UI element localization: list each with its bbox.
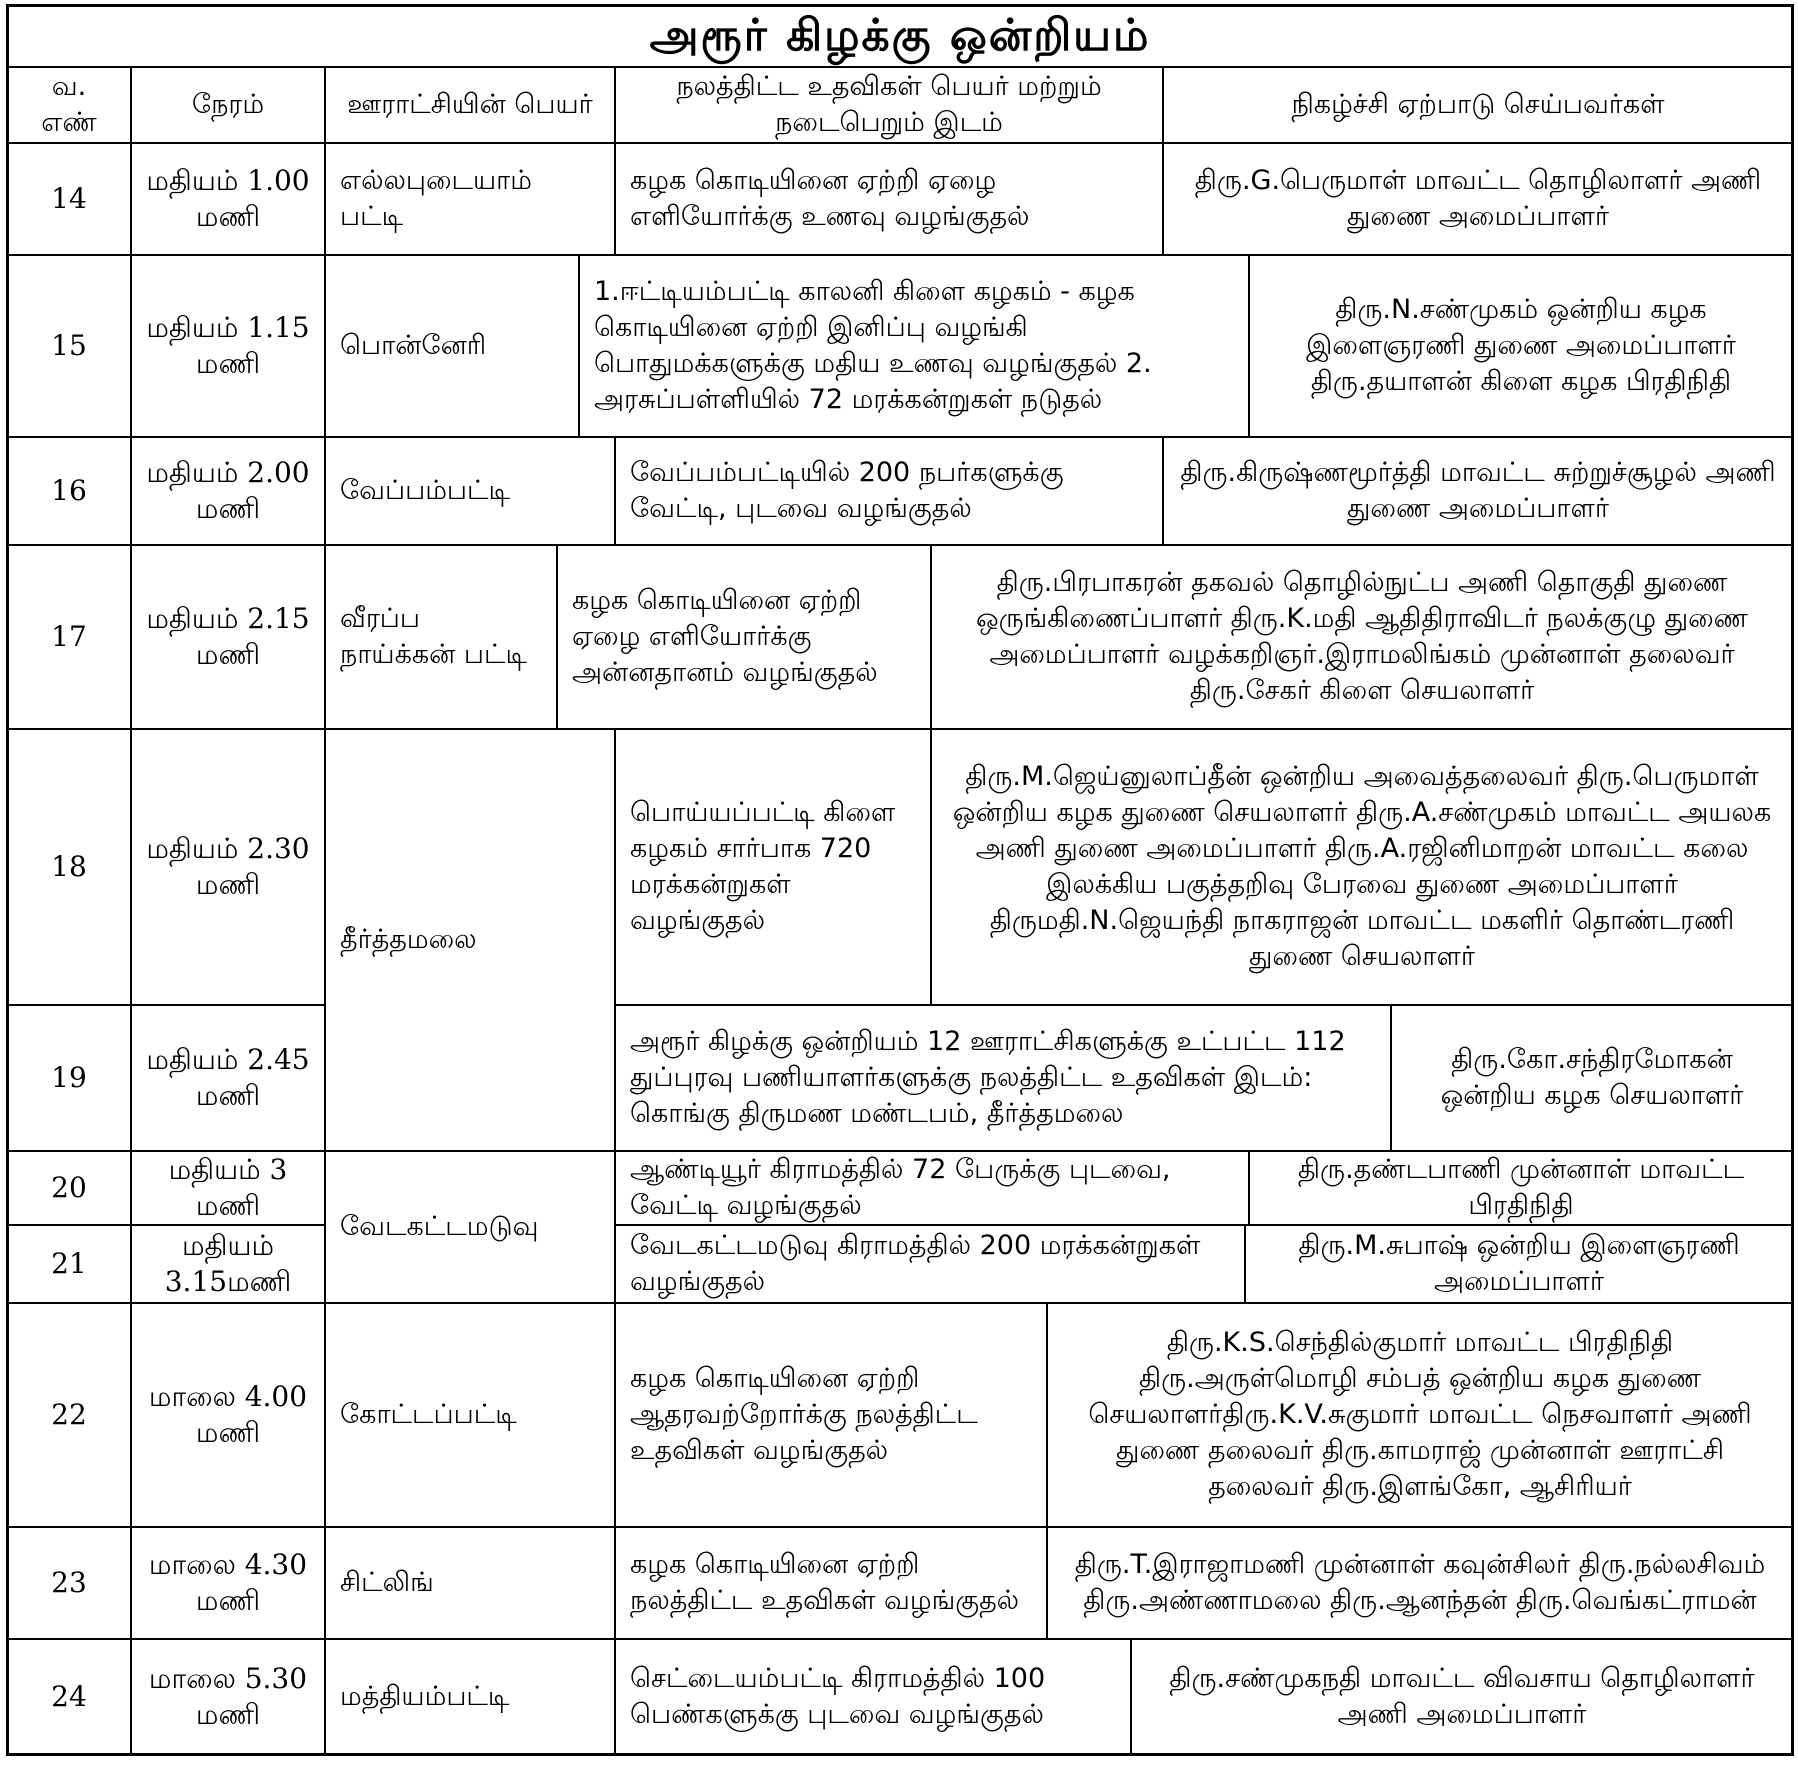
row-14-time-text: மதியம் 1.00 மணி [146,164,310,233]
row-16-time-text: மதியம் 2.00 மணி [146,456,310,525]
row-14-panchayat-text: எல்லபுடையாம் பட்டி [340,165,533,232]
row-16-time [130,436,326,546]
row-14-time [130,142,326,256]
row-24-time [130,1638,326,1756]
row-23-aid-text: கழக கொடியினை ஏற்றி நலத்திட்ட உதவிகள் வழங்குதல் [630,1549,1020,1616]
row-17-organizers [930,544,1794,730]
row-15-time [130,254,326,438]
row-14-no [6,142,132,256]
row-23-time-text: மாலை 4.30 மணி [148,1548,308,1617]
row-17-no [6,544,132,730]
row-15-organizers [1248,254,1794,438]
header-aid-label: நலத்திட்ட உதவிகள் பெயர் மற்றும் நடைபெறும் இடம் [676,71,1102,138]
row-23-no-text: 23 [51,1566,87,1599]
row-23-organizers [1046,1526,1794,1640]
header-panchayat [324,66,616,144]
row-19-no-text: 19 [51,1061,87,1094]
row-18-time-text: மதியம் 2.30 மணி [146,832,310,901]
row-16-organizers [1162,436,1794,546]
row-20-organizers [1248,1150,1794,1226]
header-time-label: நேரம் [191,89,265,120]
row-21-time-text: மதியம் 3.15மணி [164,1229,292,1298]
row-15-aid [578,254,1250,438]
row-18-no [6,728,132,1006]
row-17-organizers-text: திரு.பிரபாகரன் தகவல் தொழில்நுட்ப அணி தொகுதி துணை ஒருங்கிணைப்பாளர் திரு.K.மதி ஆதிதிராவிடர் நலக்குழு துணை அமைப்பாளர் வழக்கறிஞர்.இராமலிங்கம் முன்னாள் தலைவர் திரு.சேகர் கிளை செயலாளர் [975,567,1749,706]
row-21-time [130,1224,326,1304]
row-24-aid-text: செட்டையம்பட்டி கிராமத்தில் 100 பெண்களுக்கு புடவை வழங்குதல் [630,1663,1046,1730]
row-15-no [6,254,132,438]
row-17-time-text: மதியம் 2.15 மணி [146,602,310,671]
row-22-panchayat [324,1302,616,1528]
row-21-no [6,1224,132,1304]
row-18-organizers [930,728,1794,1006]
row-15-panchayat-text: பொன்னேரி [340,330,487,361]
row-19-aid-text: அரூர் கிழக்கு ஒன்றியம் 12 ஊராட்சிகளுக்கு உட்பட்ட 112 துப்புரவு பணியாளர்களுக்கு நலத்திட்ட உதவிகள் இடம்: கொங்கு திருமண மண்டபம், தீர்த்தமலை [630,1026,1346,1129]
row-22-time-text: மாலை 4.00 மணி [148,1380,308,1449]
row-23-time [130,1526,326,1640]
row-20-panchayat-text: வேடகட்டமடுவு [340,1211,539,1242]
header-aid [614,66,1164,144]
row-15-panchayat [324,254,580,438]
row-21-aid [614,1224,1246,1304]
row-20-time-text: மதியம் 3 மணி [168,1153,288,1222]
row-15-time-text: மதியம் 1.15 மணி [146,311,310,380]
row-17-aid-text: கழக கொடியினை ஏற்றி ஏழை எளியோர்க்கு அன்னதானம் வழங்குதல் [572,585,878,688]
row-17-no-text: 17 [51,620,87,653]
row-17-panchayat-text: வீரப்ப நாய்க்கன் பட்டி [340,603,527,670]
row-22-panchayat-text: கோட்டப்பட்டி [340,1399,517,1430]
row-24-panchayat-text: மத்தியம்பட்டி [340,1681,510,1712]
row-20-time [130,1150,326,1226]
header-sno [6,66,132,144]
row-24-no [6,1638,132,1756]
row-14-aid-text: கழக கொடியினை ஏற்றி ஏழை எளியோர்க்கு உணவு வழங்குதல் [630,165,1030,232]
row-22-time [130,1302,326,1528]
row-16-panchayat-text: வேப்பம்பட்டி [340,475,510,506]
row-20-panchayat [324,1150,616,1304]
row-19-organizers [1390,1004,1794,1152]
row-18-aid-text: பொய்யப்பட்டி கிளை கழகம் சார்பாக 720 மரக்கன்றுகள் வழங்குதல் [630,797,896,936]
row-17-aid [556,544,932,730]
row-22-organizers [1046,1302,1794,1528]
page-title [6,4,1794,68]
header-time [130,66,326,144]
row-21-no-text: 21 [51,1247,87,1280]
row-16-no [6,436,132,546]
row-21-organizers [1244,1224,1794,1304]
row-15-aid-text: 1.ஈட்டியம்பட்டி காலனி கிளை கழகம் - கழக கொடியினை ஏற்றி இனிப்பு வழங்கி பொதுமக்களுக்கு மதிய உணவு வழங்குதல் 2. அரசுப்பள்ளியில் 72 மரக்கன்றுகள் நடுதல் [594,276,1152,415]
row-16-aid [614,436,1164,546]
row-16-aid-text: வேப்பம்பட்டியில் 200 நபர்களுக்கு வேட்டி, புடவை வழங்குதல் [630,457,1064,524]
row-22-no-text: 22 [51,1398,87,1431]
row-24-organizers-text: திரு.சண்முகநதி மாவட்ட விவசாய தொழிலாளர் அணி அமைப்பாளர் [1169,1663,1755,1730]
row-16-organizers-text: திரு.கிருஷ்ணமூர்த்தி மாவட்ட சுற்றுச்சூழல் அணி துணை அமைப்பாளர் [1180,457,1776,524]
row-23-organizers-text: திரு.T.இராஜாமணி முன்னாள் கவுன்சிலர் திரு.நல்லசிவம் திரு.அண்ணாமலை திரு.ஆனந்தன் திரு.வெங்கட்ராமன் [1074,1549,1766,1616]
row-20-aid-text: ஆண்டியூர் கிராமத்தில் 72 பேருக்கு புடவை, வேட்டி வழங்குதல் [630,1154,1171,1221]
row-24-no-text: 24 [51,1680,87,1713]
row-20-organizers-text: திரு.தண்டபாணி முன்னாள் மாவட்ட பிரதிநிதி [1297,1154,1745,1221]
row-18-organizers-text: திரு.M.ஜெய்னுலாப்தீன் ஒன்றிய அவைத்தலைவர் திரு.பெருமாள் ஒன்றிய கழக துணை செயலாளர் திரு.A.சண்முகம் மாவட்ட அயலக அணி துணை அமைப்பாளர் திரு.A.ரஜினிமாறன் மாவட்ட கலை இலக்கிய பகுத்தறிவு பேரவை துணை அமைப்பாளர் திருமதி.N.ஜெயந்தி நாகராஜன் மாவட்ட மகளிர் தொண்டரணி துணை செயலாளர் [952,761,1772,972]
row-14-organizers [1162,142,1794,256]
row-20-no [6,1150,132,1226]
row-16-no-text: 16 [51,474,87,507]
row-22-no [6,1302,132,1528]
row-24-time-text: மாலை 5.30 மணி [148,1662,308,1731]
row-21-organizers-text: திரு.M.சுபாஷ் ஒன்றிய இளைஞரணி அமைப்பாளர் [1298,1230,1740,1297]
header-sno-label: வ. எண் [41,71,97,138]
row-19-time [130,1004,326,1152]
row-20-aid [614,1150,1250,1226]
row-18-panchayat-text: தீர்த்தமலை [340,924,477,955]
row-18-no-text: 18 [51,850,87,883]
row-24-aid [614,1638,1132,1756]
row-23-no [6,1526,132,1640]
row-19-no [6,1004,132,1152]
row-24-organizers [1130,1638,1794,1756]
row-23-aid [614,1526,1048,1640]
row-14-organizers-text: திரு.G.பெருமாள் மாவட்ட தொழிலாளர் அணி துணை அமைப்பாளர் [1194,165,1762,232]
row-19-organizers-text: திரு.கோ.சந்திரமோகன் ஒன்றிய கழக செயலாளர் [1440,1044,1744,1111]
title-text: அரூர் கிழக்கு ஒன்றியம் [649,10,1151,61]
row-21-aid-text: வேடகட்டமடுவு கிராமத்தில் 200 மரக்கன்றுகள் வழங்குதல் [630,1230,1201,1297]
header-organizers-label: நிகழ்ச்சி ஏற்பாடு செய்பவர்கள் [1291,89,1665,120]
row-24-panchayat [324,1638,616,1756]
row-14-panchayat [324,142,616,256]
row-22-aid-text: கழக கொடியினை ஏற்றி ஆதரவற்றோர்க்கு நலத்திட்ட உதவிகள் வழங்குதல் [630,1363,978,1466]
row-23-panchayat [324,1526,616,1640]
row-17-time [130,544,326,730]
row-22-organizers-text: திரு.K.S.செந்தில்குமார் மாவட்ட பிரதிநிதி திரு.அருள்மொழி சம்பத் ஒன்றிய கழக துணை செயலாளர்திரு.K.V.சுகுமார் மாவட்ட நெசவாளர் அணி துணை தலைவர் திரு.காமராஜ் முன்னாள் ஊராட்சி தலைவர் திரு.இளங்கோ, ஆசிரியர் [1088,1327,1752,1502]
row-16-panchayat [324,436,616,546]
row-23-panchayat-text: சிட்லிங் [340,1567,434,1598]
row-19-aid [614,1004,1392,1152]
row-18-aid [614,728,932,1006]
row-20-no-text: 20 [51,1171,87,1204]
row-18-time [130,728,326,1006]
row-15-organizers-text: திரு.N.சண்முகம் ஒன்றிய கழக இளைஞரணி துணை அமைப்பாளர் திரு.தயாளன் கிளை கழக பிரதிநிதி [1306,294,1736,397]
row-17-panchayat [324,544,558,730]
row-15-no-text: 15 [51,329,87,362]
row-22-aid [614,1302,1048,1528]
header-panchayat-label: ஊராட்சியின் பெயர் [347,89,593,120]
row-14-aid [614,142,1164,256]
row-19-time-text: மதியம் 2.45 மணி [146,1043,310,1112]
header-organizers [1162,66,1794,144]
row-14-no-text: 14 [51,182,87,215]
row-18-panchayat [324,728,616,1152]
